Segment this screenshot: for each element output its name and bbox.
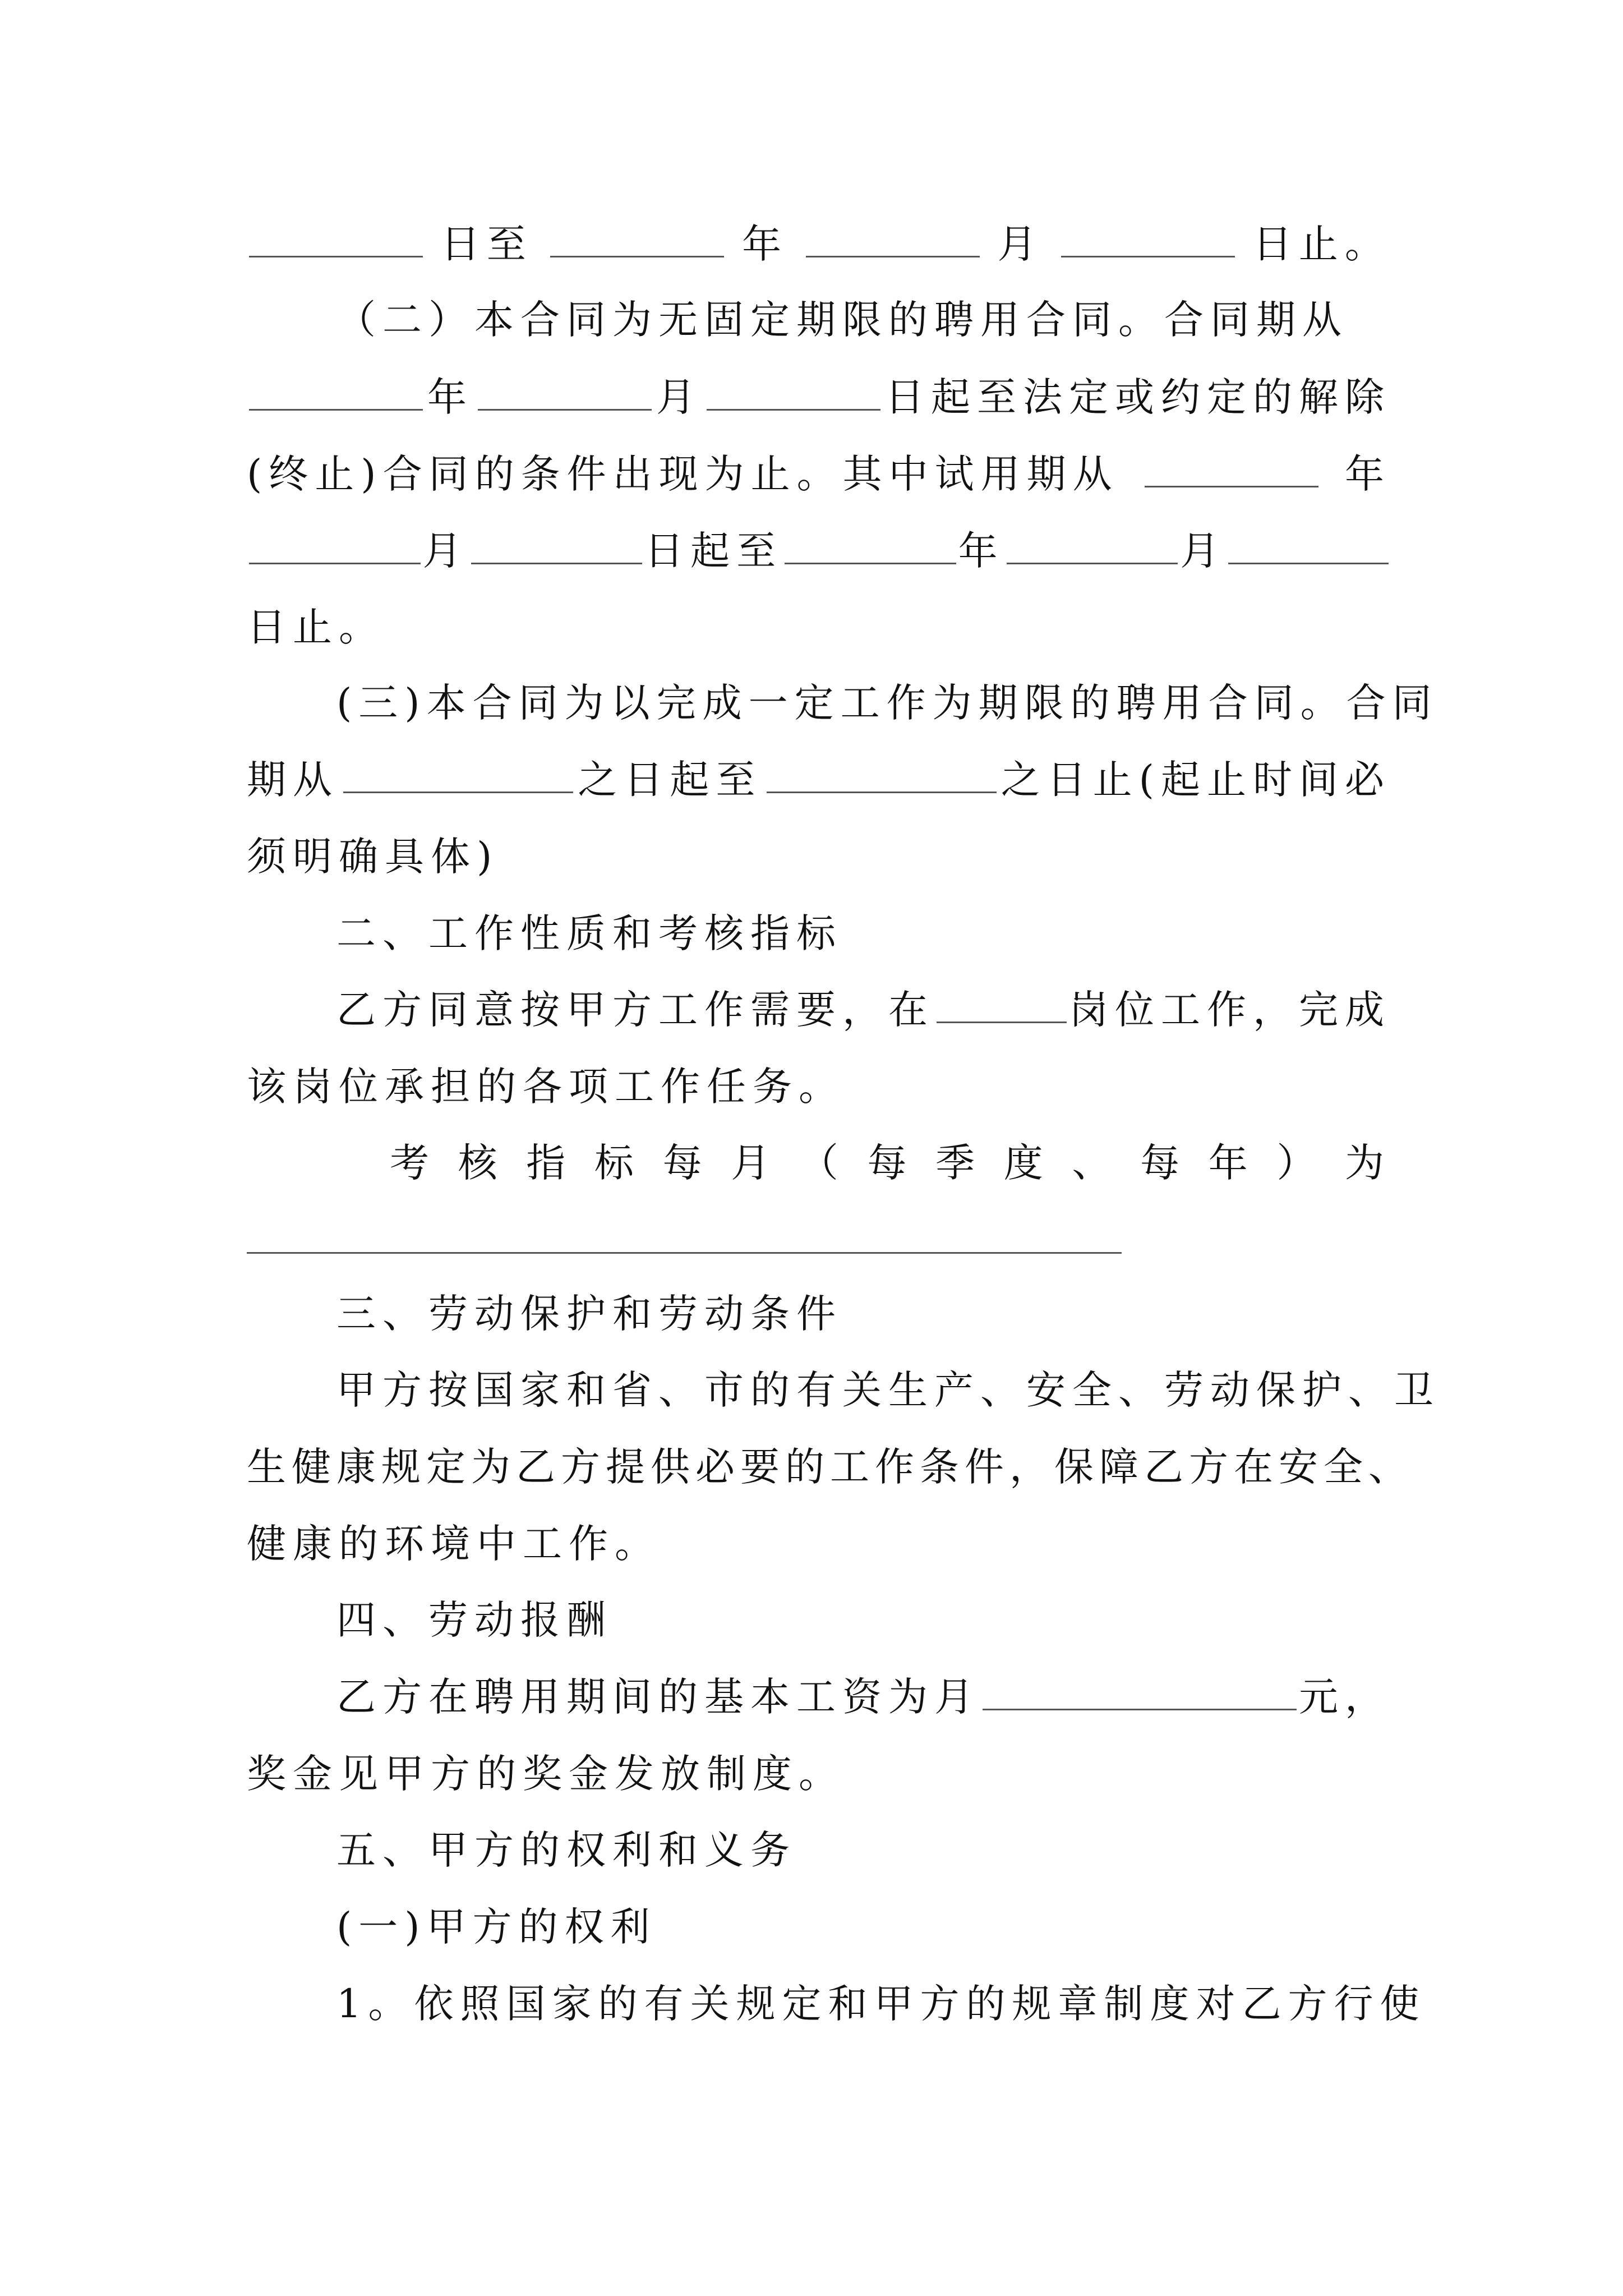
text-segment: 月	[422, 528, 469, 574]
text-segment: 之日起至	[578, 757, 762, 803]
text-segment: 乙方在聘用期间的基本工资为月	[336, 1674, 980, 1720]
spread-char: 指	[526, 1140, 573, 1186]
spread-char: 核	[458, 1140, 504, 1186]
fill-blank	[478, 374, 652, 411]
text-line-7: (三)本合同为以完成一定工作为期限的聘用合同。合同	[336, 680, 1438, 726]
text-segment: 乙方同意按甲方工作需要，在	[336, 987, 934, 1033]
spread-char: 每	[1140, 1140, 1187, 1186]
text-segment: 之日止(起止时间必	[1000, 757, 1391, 803]
spread-char: （	[799, 1140, 845, 1186]
fill-blank	[1228, 528, 1389, 564]
text-line-20: 奖金见甲方的奖金发放制度。	[247, 1751, 845, 1797]
text-segment: 月	[997, 221, 1044, 267]
spread-char: 标	[594, 1140, 640, 1186]
fill-blank	[1007, 528, 1178, 564]
text-line-3	[247, 369, 1391, 425]
text-line-6: 日止。	[247, 604, 385, 650]
section-heading-2: 二、工作性质和考核指标	[336, 910, 842, 956]
spread-char: 每	[867, 1140, 914, 1186]
section-heading-4: 四、劳动报酬	[336, 1597, 612, 1643]
fill-blank	[767, 757, 997, 793]
text-line-12: 该岗位承担的各项工作任务。	[247, 1064, 845, 1110]
fill-blank	[1145, 451, 1318, 487]
fill-blank	[806, 221, 980, 257]
text-segment: 日起至法定或约定的解除	[885, 374, 1391, 420]
spread-char: 、	[1072, 1140, 1118, 1186]
text-segment: 年	[742, 221, 789, 267]
text-segment: 日至	[440, 221, 533, 267]
fill-blank-long	[247, 1252, 1122, 1254]
text-line-13	[390, 1135, 1391, 1191]
fill-blank	[937, 987, 1067, 1023]
text-line-1	[247, 216, 1391, 272]
fill-blank	[471, 528, 643, 564]
fill-blank	[249, 528, 421, 564]
fill-blank	[249, 374, 423, 411]
text-line-16: 生健康规定为乙方提供必要的工作条件，保障乙方在安全、	[247, 1444, 1413, 1490]
text-line-15: 甲方按国家和省、市的有关生产、安全、劳动保护、卫	[336, 1367, 1440, 1413]
fill-blank	[785, 528, 956, 564]
text-line-2: （二）本合同为无固定期限的聘用合同。合同期从	[336, 297, 1348, 343]
text-segment: 日止。	[1252, 221, 1391, 267]
spread-char: 为	[1344, 1140, 1391, 1186]
text-segment: 年	[427, 374, 473, 420]
text-segment: 元，	[1299, 1674, 1391, 1720]
text-segment: 日起至	[644, 528, 783, 574]
text-line-19	[336, 1669, 1391, 1725]
text-line-11	[336, 982, 1391, 1038]
text-segment: 岗位工作，完成	[1069, 987, 1391, 1033]
text-segment: 月	[656, 374, 702, 420]
spread-char: 度	[1003, 1140, 1050, 1186]
text-line-9: 须明确具体)	[247, 834, 499, 880]
fill-blank	[707, 374, 880, 411]
text-segment: 年	[958, 528, 1004, 574]
spread-char: ）	[1276, 1140, 1323, 1186]
spread-char: 季	[935, 1140, 982, 1186]
text-line-8	[247, 752, 1391, 808]
text-segment: 期从	[247, 757, 339, 803]
fill-blank	[343, 757, 573, 793]
spread-char: 考	[390, 1140, 436, 1186]
fill-blank	[550, 221, 724, 257]
text-line-4	[247, 446, 1391, 502]
text-line-23: 1。依照国家的有关规定和甲方的规章制度对乙方行使	[336, 1981, 1426, 2027]
text-line-17: 健康的环境中工作。	[247, 1521, 661, 1567]
text-segment: (终止)合同的条件出现为止。其中试用期从	[247, 451, 1119, 497]
text-line-5	[247, 523, 1391, 579]
fill-blank	[249, 221, 423, 257]
spread-char: 每	[662, 1140, 709, 1186]
subsection-heading: (一)甲方的权利	[336, 1904, 657, 1950]
fill-blank	[1061, 221, 1235, 257]
fill-blank	[983, 1674, 1297, 1710]
section-heading-5: 五、甲方的权利和义务	[336, 1827, 796, 1873]
spread-char: 年	[1208, 1140, 1255, 1186]
text-segment: 年	[1345, 451, 1391, 497]
text-segment: 月	[1180, 528, 1227, 574]
spread-char: 月	[731, 1140, 777, 1186]
section-heading-3: 三、劳动保护和劳动条件	[336, 1291, 842, 1337]
